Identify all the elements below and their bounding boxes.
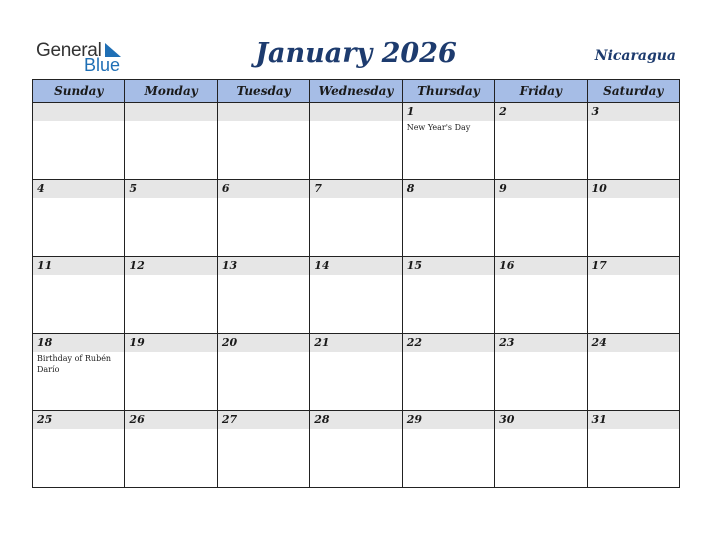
calendar-grid bbox=[32, 79, 680, 488]
day-number: 29 bbox=[403, 411, 494, 429]
weekday-header: Tuesday bbox=[217, 80, 309, 103]
day-cell bbox=[217, 257, 309, 334]
day-number: 23 bbox=[495, 334, 586, 352]
day-number: 25 bbox=[33, 411, 124, 429]
day-cell bbox=[217, 180, 309, 257]
day-cell bbox=[402, 334, 494, 411]
weekday-header: Wednesday bbox=[310, 80, 402, 103]
weekday-header: Friday bbox=[495, 80, 587, 103]
holiday-label: Birthday of Rubén Darío bbox=[37, 354, 112, 374]
day-number: 1 bbox=[403, 103, 494, 121]
day-cell bbox=[495, 411, 587, 488]
day-cell bbox=[587, 334, 679, 411]
day-cell bbox=[217, 411, 309, 488]
day-number: 22 bbox=[403, 334, 494, 352]
day-cell bbox=[310, 334, 402, 411]
weekday-header: Thursday bbox=[402, 80, 494, 103]
day-number: 14 bbox=[310, 257, 401, 275]
day-number: 18 bbox=[33, 334, 124, 352]
weekday-header-row bbox=[33, 80, 680, 103]
day-cell bbox=[402, 103, 494, 180]
logo-text-general: General bbox=[36, 40, 102, 61]
day-number: 10 bbox=[588, 180, 679, 198]
day-number: 31 bbox=[588, 411, 679, 429]
day-cell bbox=[402, 180, 494, 257]
week-row bbox=[33, 411, 680, 488]
day-number: 28 bbox=[310, 411, 401, 429]
day-cell bbox=[587, 180, 679, 257]
day-cell bbox=[125, 103, 217, 180]
day-number: 13 bbox=[218, 257, 309, 275]
day-number: 15 bbox=[403, 257, 494, 275]
day-cell bbox=[217, 103, 309, 180]
day-cell bbox=[495, 257, 587, 334]
day-cell bbox=[310, 180, 402, 257]
day-number: 20 bbox=[218, 334, 309, 352]
country-label: Nicaragua bbox=[594, 48, 676, 64]
weekday-header: Monday bbox=[125, 80, 217, 103]
day-number: 17 bbox=[588, 257, 679, 275]
day-number: 4 bbox=[33, 180, 124, 198]
day-number: 26 bbox=[125, 411, 216, 429]
day-cell bbox=[125, 334, 217, 411]
day-cell bbox=[495, 334, 587, 411]
day-number: 12 bbox=[125, 257, 216, 275]
day-number: 27 bbox=[218, 411, 309, 429]
day-number: 3 bbox=[588, 103, 679, 121]
week-row bbox=[33, 334, 680, 411]
day-cell bbox=[402, 411, 494, 488]
week-row bbox=[33, 180, 680, 257]
day-cell bbox=[402, 257, 494, 334]
day-cell bbox=[310, 411, 402, 488]
day-cell bbox=[495, 103, 587, 180]
day-number bbox=[310, 103, 401, 121]
day-cell bbox=[33, 334, 125, 411]
day-number bbox=[125, 103, 216, 121]
day-number: 24 bbox=[588, 334, 679, 352]
day-number: 9 bbox=[495, 180, 586, 198]
day-number bbox=[33, 103, 124, 121]
day-cell bbox=[217, 334, 309, 411]
holiday-label: New Year's Day bbox=[406, 123, 471, 132]
day-cell bbox=[587, 257, 679, 334]
day-cell bbox=[33, 180, 125, 257]
day-cell bbox=[310, 257, 402, 334]
day-cell bbox=[125, 257, 217, 334]
weekday-header: Saturday bbox=[587, 80, 679, 103]
day-number: 19 bbox=[125, 334, 216, 352]
day-cell bbox=[33, 411, 125, 488]
day-number: 5 bbox=[125, 180, 216, 198]
day-number: 11 bbox=[33, 257, 124, 275]
calendar-title: January 2026 bbox=[255, 38, 457, 69]
day-number: 8 bbox=[403, 180, 494, 198]
logo-text-blue: Blue bbox=[84, 55, 121, 75]
week-row bbox=[33, 257, 680, 334]
day-number: 2 bbox=[495, 103, 586, 121]
day-cell bbox=[310, 103, 402, 180]
day-cell bbox=[125, 411, 217, 488]
day-cell bbox=[33, 257, 125, 334]
day-number: 6 bbox=[218, 180, 309, 198]
day-number: 7 bbox=[310, 180, 401, 198]
day-number bbox=[218, 103, 309, 121]
day-cell bbox=[125, 180, 217, 257]
day-cell bbox=[495, 180, 587, 257]
day-number: 21 bbox=[310, 334, 401, 352]
week-row bbox=[33, 103, 680, 180]
day-cell bbox=[33, 103, 125, 180]
day-number: 16 bbox=[495, 257, 586, 275]
day-number: 30 bbox=[495, 411, 586, 429]
weekday-header: Sunday bbox=[33, 80, 125, 103]
day-cell bbox=[587, 411, 679, 488]
day-cell bbox=[587, 103, 679, 180]
